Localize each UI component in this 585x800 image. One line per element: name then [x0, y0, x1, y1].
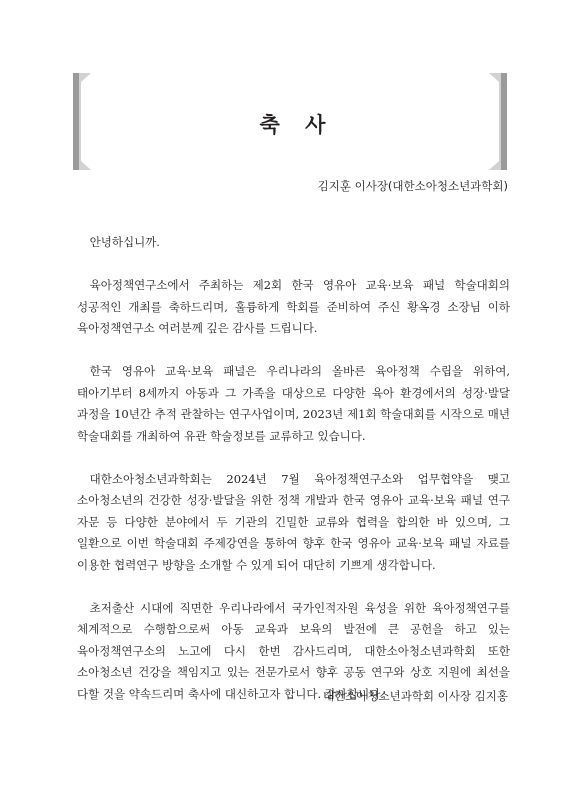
paragraph-panel-description: 한국 영유아 교육·보육 패널은 우리나라의 올바른 육아정책 수립을 위하여, 태아기부터 8세까지 아동과 그 가족을 대상으로 다양한 육아 환경에서의 성장·발달 과정을 10년간 추적 관찰하는 연구사업이며, 2023년 제1회 학술대회를 시작으로 매년 학술대회를 개최하여 유관 학술정보를 교류하고 있습니다.	[77, 364, 510, 443]
paragraph-cooperation: 대한소아청소년과학회는 2024년 7월 육아정책연구소와 업무협약을 맺고 소아청소년의 건강한 성장·발달을 위한 정책 개발과 한국 영유아 교육·보육 패널 연구 자문 등 다양한 분야에서 두 기관의 긴밀한 교류와 협력을 합의한 바 있으며, 그 일환으로 이번 학술대회 주제강연을 통하여 향후 한국 영유아 교육·보육 패널 자료를 이용한 협력연구 방향을 소개할 수 있게 되어 대단히 기쁘게 생각합니다.	[77, 471, 510, 572]
paragraph-congratulations: 육아정책연구소에서 주최하는 제2회 한국 영유아 교육·보육 패널 학술대회의 성공적인 개최를 축하드리며, 훌륭하게 학회를 준비하여 주신 황옥경 소장님 이하 육아정책연구소 여러분께 깊은 감사를 드립니다.	[77, 278, 510, 335]
paragraph-greeting: 안녕하십니까.	[89, 235, 160, 249]
page-title: 축 사	[259, 113, 335, 137]
signature: 대한소아청소년과학회 이사장 김지홍	[322, 689, 508, 703]
message-body	[77, 232, 510, 727]
author-byline: 김지훈 이사장(대한소아청소년과학회)	[317, 179, 508, 193]
paragraph-closing: 초저출산 시대에 직면한 우리나라에서 국가인적자원 육성을 위한 육아정책연구를 체계적으로 수행함으로써 아동 교육과 보육의 발전에 큰 공헌을 하고 있는 육아정책연구소의 노고에 다시 한번 감사드리며, 대한소아청소년과학회 또한 소아청소년 건강을 책임지고 있는 전문가로서 향후 공동 연구와 상호 지원에 최선을 다할 것을 약속드리며 축사에 대신하고자 합니다. 감사합니다.	[77, 600, 510, 701]
